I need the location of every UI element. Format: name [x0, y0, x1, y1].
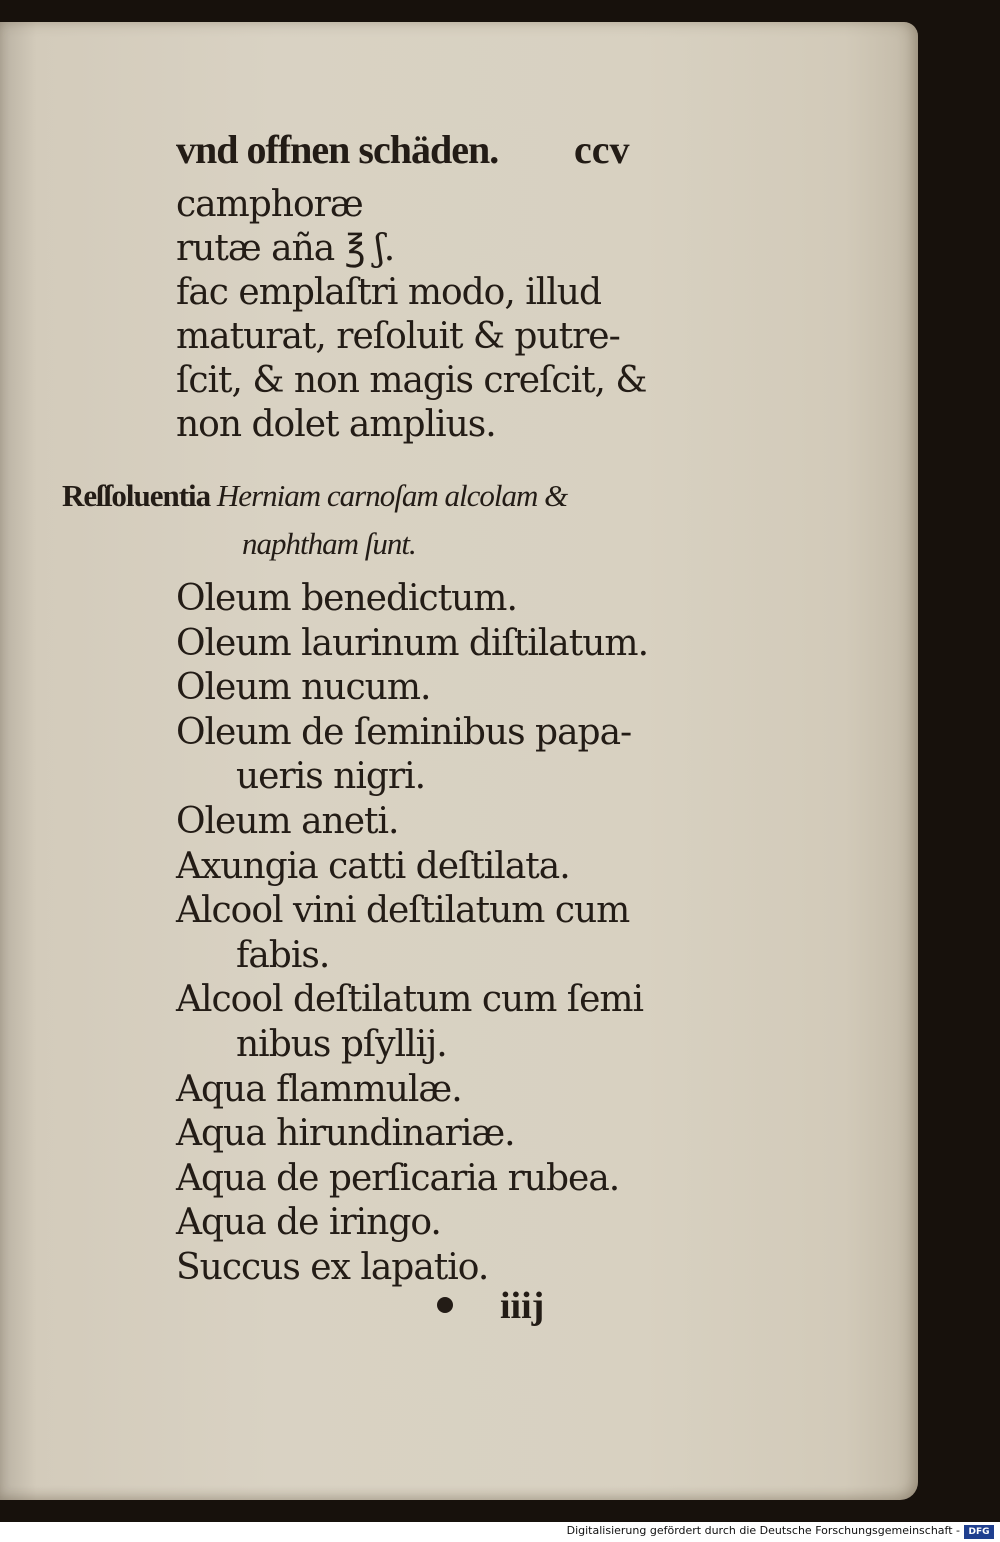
dfg-logo: DFG	[964, 1525, 994, 1539]
section-heading-line2: naphtham ſunt.	[242, 526, 416, 561]
remedy-line: nibus pſyllij.	[236, 1024, 447, 1065]
footer-credit: Digitalisierung gefördert durch die Deutsche Forschungsgemeinschaft -	[566, 1524, 960, 1537]
remedy-line: Aqua hirundinariæ.	[176, 1113, 515, 1154]
remedy-line: ueris nigri.	[236, 756, 426, 797]
running-title: vnd offnen schäden.	[176, 127, 499, 172]
remedy-line: Alcool deſtilatum cum ſemi	[176, 979, 644, 1020]
remedy-line: Oleum de ſeminibus papa-	[176, 712, 632, 753]
remedy-line: Oleum aneti.	[176, 801, 399, 842]
remedy-line: Oleum benedictum.	[176, 578, 517, 619]
recipe-line: maturat, reſoluit & putre-	[176, 316, 620, 357]
section-heading-line1	[62, 478, 567, 514]
recipe-line: non dolet amplius.	[176, 404, 496, 445]
folio-number: ccv	[574, 127, 630, 172]
remedy-line: Aqua de perſicaria rubea.	[176, 1158, 620, 1199]
remedy-line: Alcool vini deſtilatum cum	[176, 890, 630, 931]
section-heading-rest: Herniam carnoſam alcolam &	[210, 478, 568, 513]
recipe-line: rutæ aña ℥ ʃ.	[176, 228, 395, 269]
recipe-line: ſcit, & non magis creſcit, &	[176, 360, 647, 401]
signature-mark	[437, 1297, 453, 1313]
remedy-line: Succus ex lapatio.	[176, 1247, 489, 1288]
remedy-line: Aqua de iringo.	[176, 1202, 441, 1243]
section-heading-first-word: Reſſoluentia	[62, 478, 211, 513]
remedy-line: Oleum laurinum diſtilatum.	[176, 623, 649, 664]
recipe-line: camphoræ	[176, 184, 363, 225]
footer-bar	[0, 1522, 1000, 1542]
remedy-line: Axungia catti deſtilata.	[176, 846, 570, 887]
remedy-line: Aqua flammulæ.	[176, 1069, 462, 1110]
remedy-line: fabis.	[236, 935, 330, 976]
remedy-line: Oleum nucum.	[176, 667, 431, 708]
signature-number: iiij	[500, 1285, 545, 1327]
recipe-line: fac emplaſtri modo, illud	[176, 272, 601, 313]
